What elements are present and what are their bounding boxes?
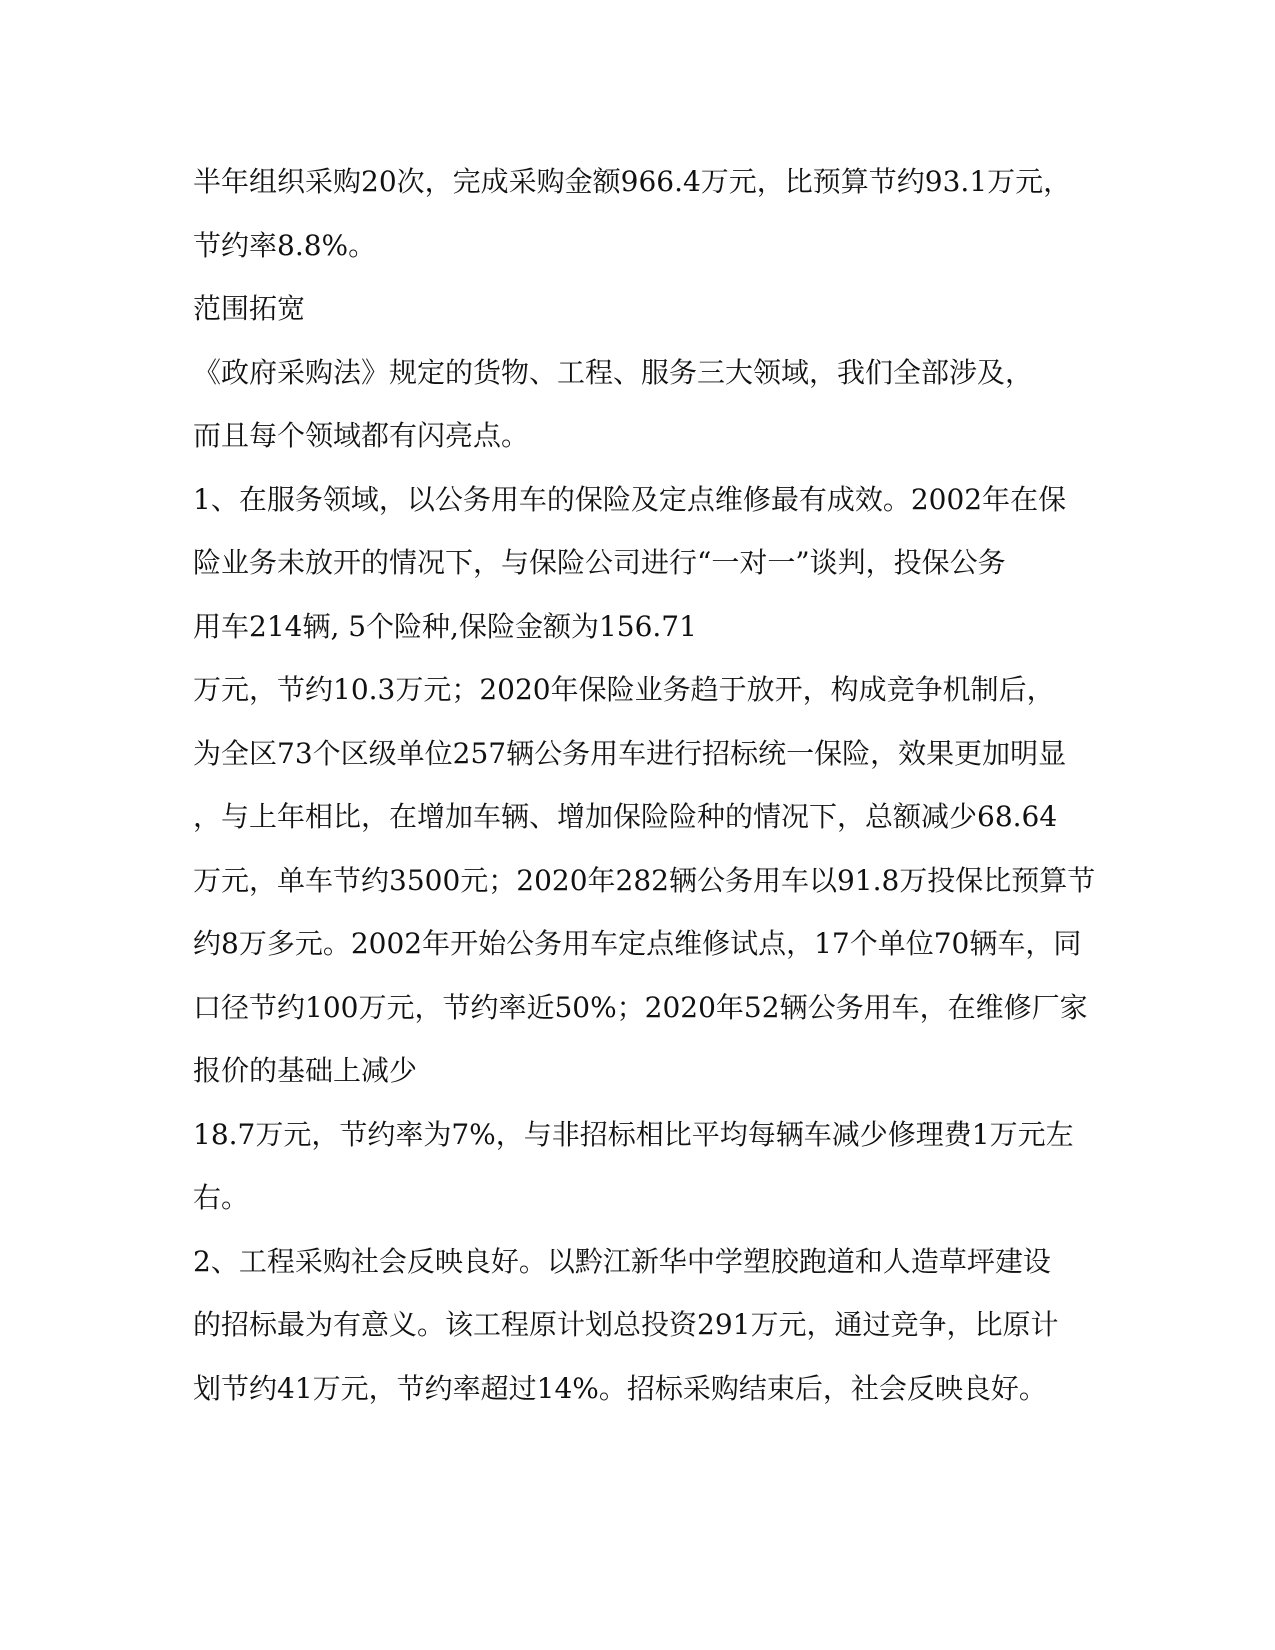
text-line: 险业务未放开的情况下，与保险公司进行“一对一”谈判，投保公务 — [193, 546, 1006, 579]
text-line: 1、在服务领域，以公务用车的保险及定点维修最有成效。2002年在保 — [193, 482, 1067, 516]
text-line: 节约率8.8%。 — [193, 228, 377, 262]
text-line: 万元，单车节约3500元；2020年282辆公务用车以91.8万投保比预算节 — [193, 863, 1096, 897]
text-line: 口径节约100万元，节约率近50%；2020年52辆公务用车，在维修厂家 — [193, 990, 1088, 1024]
text-line: 报价的基础上减少 — [193, 1054, 418, 1087]
section-heading: 范围拓宽 — [193, 292, 306, 325]
text-line: 2、工程采购社会反映良好。以黔江新华中学塑胶跑道和人造草坪建设 — [193, 1244, 1051, 1278]
document-body — [193, 150, 1096, 1420]
text-line: 万元，节约10.3万元；2020年保险业务趋于放开，构成竞争机制后， — [193, 673, 1055, 706]
text-line: 划节约41万元，节约率超过14%。招标采购结束后，社会反映良好。 — [193, 1371, 1047, 1405]
text-line: 右。 — [193, 1181, 250, 1214]
text-line: 半年组织采购20次，完成采购金额966.4万元，比预算节约93.1万元， — [193, 165, 1072, 198]
text-line: 而且每个领域都有闪亮点。 — [193, 419, 530, 452]
text-line: 用车214辆, 5个险种,保险金额为156.71 — [193, 609, 697, 643]
text-line: 约8万多元。2002年开始公务用车定点维修试点，17个单位70辆车，同 — [193, 927, 1082, 960]
text-line: 的招标最为有意义。该工程原计划总投资291万元，通过竞争，比原计 — [193, 1308, 1059, 1341]
text-line: 为全区73个区级单位257辆公务用车进行招标统一保险，效果更加明显 — [193, 736, 1067, 770]
text-line: 18.7万元，节约率为7%，与非招标相比平均每辆车减少修理费1万元左 — [193, 1117, 1074, 1151]
text-line: ，与上年相比，在增加车辆、增加保险险种的情况下，总额减少68.64 — [193, 800, 1058, 833]
text-line: 《政府采购法》规定的货物、工程、服务三大领域，我们全部涉及， — [193, 355, 1034, 389]
